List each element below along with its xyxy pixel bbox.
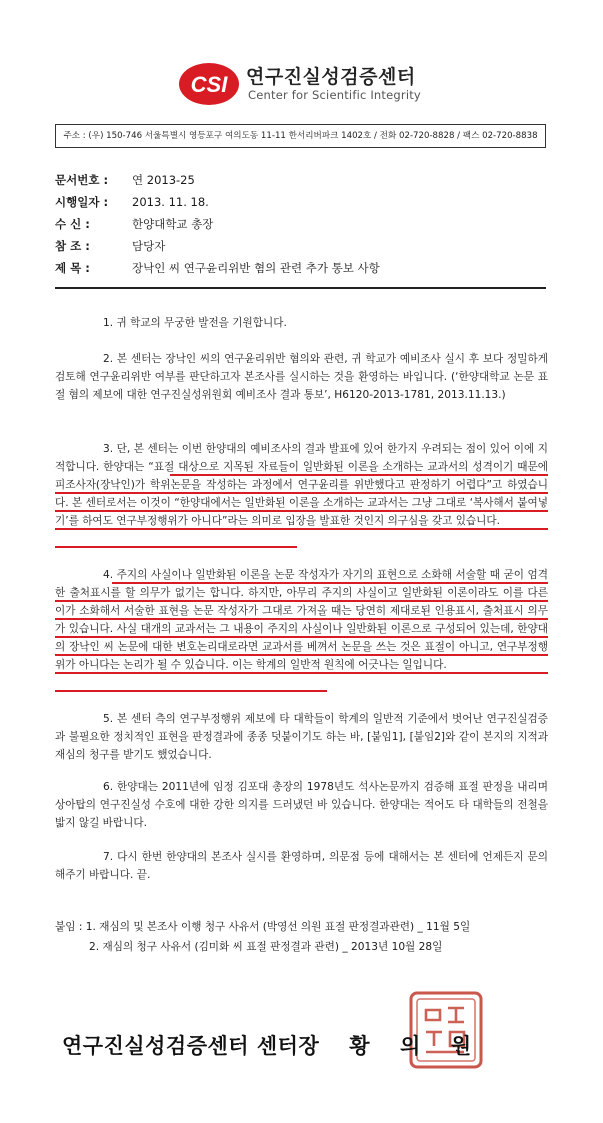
subject-value: 장낙인 씨 연구윤리위반 혐의 관련 추가 통보 사항 <box>132 261 380 275</box>
emphasis-underline <box>55 636 548 638</box>
signature-org: 연구진실성검증센터 <box>62 1034 250 1058</box>
reference-value: 담당자 <box>132 239 166 253</box>
csi-logo-mark-icon <box>178 62 240 106</box>
reference-row <box>55 238 165 254</box>
attachment-2 <box>89 938 442 956</box>
attachment-1 <box>55 918 470 936</box>
org-name: 연구진실성검증센터 <box>246 66 416 88</box>
signature-title: 센터장 <box>256 1034 320 1058</box>
org-name-english: Center for Scientific Integrity <box>248 88 421 102</box>
paragraph-1: 1. 귀 학교의 무궁한 발전을 기원합니다. <box>103 317 287 329</box>
header-divider <box>55 287 546 289</box>
recipient-value: 한양대학교 총장 <box>132 217 214 231</box>
attachment-item: 1. 재심의 및 본조사 이행 청구 사유서 (박영선 의원 표절 판정결과관련) _ 11월 5일 <box>85 921 471 933</box>
emphasis-underline <box>112 582 548 584</box>
recipient-row <box>55 216 213 232</box>
emphasis-underline <box>55 528 548 530</box>
emphasis-underline <box>55 510 548 512</box>
emphasis-underline <box>55 672 548 674</box>
signature-name-1: 황 <box>349 1034 371 1058</box>
attachment-item: 2. 재심의 청구 사유서 (김미화 씨 표절 판정결과 관련) _ 2013년 10월 28일 <box>89 941 443 953</box>
emphasis-underline <box>55 600 548 602</box>
reference-label: 참 조 : <box>55 239 90 253</box>
doc-number-value: 연 2013-25 <box>132 173 195 187</box>
attachment-label: 붙임 : <box>55 921 83 933</box>
date-value: 2013. 11. 18. <box>132 195 209 209</box>
signature-name-2: 의 <box>400 1034 421 1058</box>
date-row <box>55 194 209 210</box>
paragraph-2: 2. 본 센터는 장낙인 씨의 연구윤리위반 혐의와 관련, 귀 학교가 예비조사 실시 후 보다 정밀하게 검토해 연구윤리위반 여부를 판단하고자 본조사를 실시하는 것을 환영하는 바입니다. (‘한양대학교 논문 표절 혐의 제보에 대한 연구진실성위원회 예비조사 결과 통보’, H6120-2013-1781, 2013.11.13.) <box>55 353 548 401</box>
signature-name-3: 원 <box>450 1034 472 1058</box>
paragraph-5: 5. 본 센터 측의 연구부정행위 제보에 타 대학들이 학계의 일반적 기준에서 벗어난 연구진실검증과 불필요한 정치적인 표현을 판정결과에 종종 덧붙이기도 하는 바, [붙임1], [붙임2]와 같이 본지의 지적과 재심의 청구를 받기도 했었습니다. <box>55 713 548 761</box>
date-label: 시행일자 : <box>55 195 109 209</box>
emphasis-underline <box>170 474 548 476</box>
paragraph-7: 7. 다시 한번 한양대의 본조사 실시를 환영하며, 의문점 등에 대해서는 본 센터에 언제든지 문의해주기 바랍니다. 끝. <box>55 851 548 881</box>
emphasis-underline <box>55 690 327 692</box>
recipient-label: 수 신 : <box>55 217 90 231</box>
paragraph-6: 6. 한양대는 2011년에 임정 김포대 총장의 1978년도 석사논문까지 검증해 표절 판정을 내리며 상아탑의 연구진실성 수호에 대한 강한 의지를 드러냈던 바 있습니다. 한양대는 적어도 타 대학들의 전철을 밟지 않길 바랍니다. <box>55 781 548 829</box>
address-box: 주소 : (우) 150-746 서울특별시 영등포구 여의도동 11-11 한서리버파크 1402호 / 전화 02-720-8828 / 팩스 02-720-8838 <box>55 124 546 148</box>
paragraph-3: 3. 단, 본 센터는 이번 한양대의 예비조사의 결과 발표에 있어 한가지 우려되는 점이 있어 이에 지적합니다. 한양대는 “표절 대상으로 지목된 자료들이 일반화된 이론을 소개하는 교과서의 성격이기 때문에 피조사자(장낙인)가 학위논문을 작성하는 과정에서 연구윤리를 위반했다고 판정하기 어렵다”고 하였습니다. 본 센터로서는 이것이 “한양대에서는 일반화된 이론을 소개하는 교과서는 그냥 그대로 ‘복사해서 붙여넣기’를 하여도 연구부정행위가 아니다”라는 의미로 입장을 발표한 것인지 의구심을 갖고 있습니다. <box>55 443 548 527</box>
subject-label: 제 목 : <box>55 261 90 275</box>
subject-row <box>55 260 380 276</box>
signature-line <box>62 1030 472 1060</box>
paragraph-4: 4. 주지의 사실이나 일반화된 이론을 논문 작성자가 자기의 표현으로 소화해 서술할 때 굳이 엄격한 출처표시를 할 의무가 없기는 합니다. 하지만, 아무리 주지의 사실이고 일반화된 이론이라도 이를 다른 이가 소화해서 서술한 표현을 논문 작성자가 그대로 가져올 때는 당연히 제대로된 인용표시, 출처표시 의무가 있습니다. 사실 대개의 교과서는 그 내용이 주지의 사실이나 일반화된 이론으로 구성되어 있는데, 한양대의 장낙인 씨 논문에 대한 변호논리대로라면 교과서를 베껴서 논문을 쓰는 것은 표절이 아니고, 연구부정행위가 아니다는 논리가 될 수 있습니다. 이는 학계의 일반적 원칙에 어긋나는 일입니다. <box>55 569 548 671</box>
emphasis-underline <box>55 492 548 494</box>
emphasis-underline <box>55 618 548 620</box>
center-logo <box>178 60 438 108</box>
logo-mark-text: CSI <box>190 72 228 97</box>
doc-number-label: 문서번호 : <box>55 173 109 187</box>
emphasis-underline <box>55 546 297 548</box>
emphasis-underline <box>55 654 548 656</box>
doc-number-row <box>55 172 195 188</box>
